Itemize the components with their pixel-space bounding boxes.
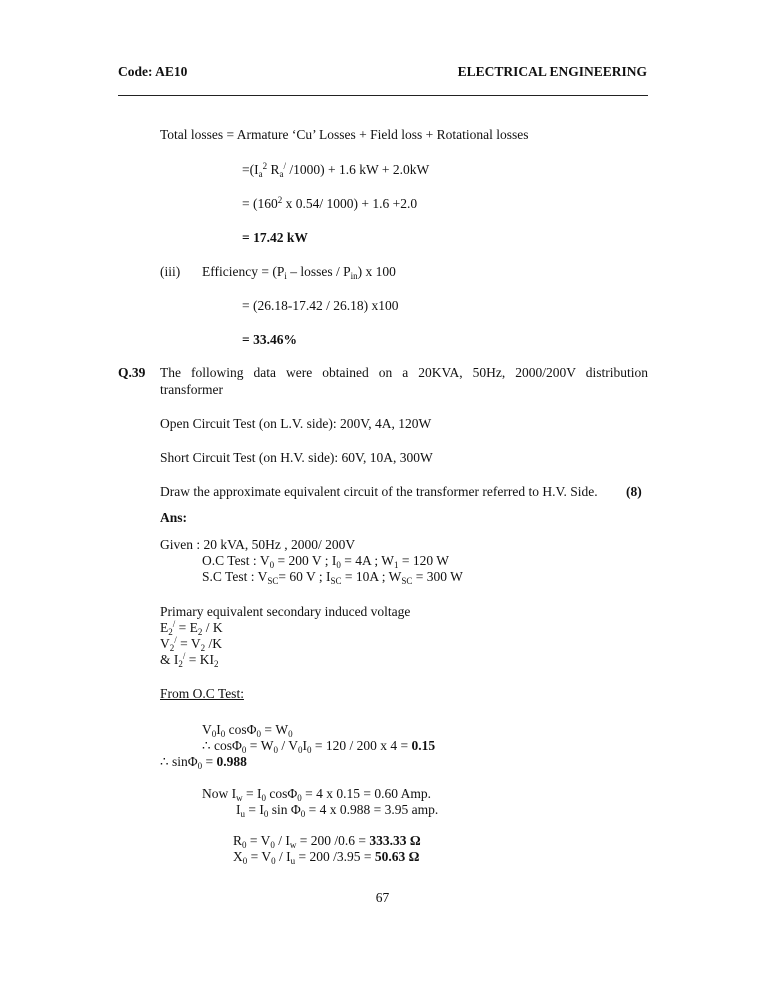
text-segment: / I — [274, 833, 290, 848]
text-segment: 2 — [214, 659, 219, 669]
text-segment: S.C Test : V — [202, 569, 268, 584]
text-segment: 0 — [242, 856, 248, 866]
text-segment: 0 — [273, 745, 278, 755]
text-segment: = 10A ; W — [341, 569, 402, 584]
text-segment: = V — [176, 636, 201, 651]
text-segment: 0.988 — [216, 754, 247, 769]
text-segment: 50.63 Ω — [374, 849, 420, 864]
text-segment: R — [267, 162, 280, 177]
equation-line — [160, 620, 223, 636]
result-line — [242, 332, 297, 348]
text-segment: 0 — [256, 729, 261, 739]
text-segment: =(I — [242, 162, 259, 177]
text-segment: = — [202, 754, 217, 769]
text-segment: = 4A ; W — [340, 553, 394, 568]
text-segment: = I — [245, 802, 264, 817]
total-losses-line — [160, 127, 529, 143]
text-segment: w — [289, 840, 297, 850]
text-segment: 2 — [169, 643, 175, 653]
equation-line — [242, 162, 429, 178]
text-segment: / — [283, 161, 287, 171]
header-rule — [118, 95, 648, 96]
text-segment: The following data were obtained on a 20KVA, 50Hz, 2000/200V distribution — [160, 365, 648, 380]
text-segment: Q.39 — [118, 365, 146, 380]
text-segment: 1 — [393, 560, 399, 570]
text-segment: 0 — [297, 745, 303, 755]
text-segment: 2 — [200, 643, 206, 653]
text-segment: = V — [247, 849, 272, 864]
question-text — [160, 450, 433, 466]
text-segment: 0 — [297, 793, 302, 803]
text-segment: / V — [277, 738, 298, 753]
text-segment: 333.33 Ω — [369, 833, 421, 848]
text-segment: R — [233, 833, 243, 848]
equation-line — [160, 754, 247, 770]
text-segment: 0.15 — [411, 738, 436, 753]
text-segment: = 300 W — [412, 569, 463, 584]
text-segment: Short Circuit Test (on H.V. side): 60V, 10A, 300W — [160, 450, 433, 465]
text-segment: X — [233, 849, 243, 864]
text-segment: a — [258, 169, 263, 179]
text-segment: 0 — [269, 560, 275, 570]
header-subject: ELECTRICAL ENGINEERING — [457, 64, 647, 79]
text-segment: From O.C Test: — [160, 686, 244, 701]
question-text — [160, 382, 223, 398]
text-segment: = I — [242, 786, 262, 801]
text-segment: = 200 V ; I — [274, 553, 337, 568]
text-segment: Draw the approximate equivalent circuit of the transformer referred to H.V. Side. — [160, 484, 598, 499]
text-segment: ) x 100 — [357, 264, 396, 279]
text-segment: = (160 — [242, 196, 278, 211]
question-text — [160, 365, 648, 381]
text-segment: 0 — [261, 793, 266, 803]
text-segment: x 0.54/ 1000) + 1.6 +2.0 — [282, 196, 418, 211]
equation-line — [242, 196, 417, 212]
text-segment: / K — [202, 620, 223, 635]
text-segment: = 33.46% — [242, 332, 297, 347]
text-segment: 0 — [270, 840, 275, 850]
text-segment: Open Circuit Test (on L.V. side): 200V, 4A, 120W — [160, 416, 432, 431]
text-segment: / — [174, 635, 177, 645]
text-segment: sin Φ — [268, 802, 301, 817]
text-segment: I — [236, 802, 241, 817]
text-segment: /1000) + 1.6 kW + 2.0kW — [286, 162, 430, 177]
equation-line — [233, 849, 419, 865]
text-segment: O.C Test : V — [202, 553, 270, 568]
text-segment: 0 — [220, 729, 226, 739]
text-segment: = 120 W — [398, 553, 449, 568]
text-segment: u — [240, 809, 245, 819]
text-segment: I — [302, 738, 307, 753]
text-segment: 0 — [336, 560, 341, 570]
text-segment: a — [279, 169, 284, 179]
text-segment: Primary equivalent secondary induced voltage — [160, 604, 411, 619]
text-segment: 2 — [178, 659, 183, 669]
text-segment: / — [182, 651, 186, 661]
text-segment: / — [172, 619, 176, 629]
text-segment: – losses / P — [286, 264, 351, 279]
text-segment: 0 — [263, 809, 269, 819]
text-segment: = 4 x 0.988 = 3.95 amp. — [305, 802, 439, 817]
text-segment: 0 — [306, 745, 312, 755]
text-line — [160, 604, 410, 620]
oc-test-line — [202, 553, 449, 569]
item-number — [160, 264, 180, 280]
text-segment: 0 — [300, 809, 306, 819]
text-segment: = 17.42 kW — [242, 230, 308, 245]
question-text — [160, 416, 431, 432]
text-segment: = V — [246, 833, 271, 848]
text-segment: u — [290, 856, 296, 866]
text-segment: transformer — [160, 382, 223, 397]
text-segment: w — [236, 793, 243, 803]
text-segment: = KI — [185, 652, 214, 667]
text-segment: 0 — [241, 745, 247, 755]
equation-line — [160, 652, 219, 668]
result-line — [242, 230, 308, 246]
text-segment: / I — [275, 849, 291, 864]
marks — [626, 484, 642, 500]
text-segment: 2 — [197, 627, 203, 637]
efficiency-line — [202, 264, 396, 280]
text-segment: = W — [246, 738, 274, 753]
text-segment: ∴ cosΦ — [202, 738, 242, 753]
equation-line — [202, 738, 435, 754]
text-segment: 0 — [242, 840, 247, 850]
text-segment: ∴ sinΦ — [160, 754, 198, 769]
equation-line — [160, 636, 222, 652]
text-segment: cosΦ — [225, 722, 257, 737]
text-segment: = 4 x 0.15 = 0.60 Amp. — [301, 786, 431, 801]
text-segment: 0 — [271, 856, 276, 866]
sc-test-line — [202, 569, 463, 585]
text-segment: SC — [401, 576, 413, 586]
text-segment: = W — [261, 722, 289, 737]
equation-line — [202, 786, 431, 802]
text-segment: 2 — [168, 627, 173, 637]
text-segment: V — [202, 722, 212, 737]
text-segment: I — [216, 722, 221, 737]
header-code: Code: AE10 — [118, 64, 188, 79]
text-segment: Ans: — [160, 510, 188, 525]
text-segment: 0 — [288, 729, 293, 739]
text-segment: = 120 / 200 x 4 = — [311, 738, 412, 753]
text-segment: Given : 20 kVA, 50Hz , 2000/ 200V — [160, 537, 356, 552]
text-segment: = 200 /3.95 = — [295, 849, 375, 864]
text-segment: = E — [175, 620, 198, 635]
equation-line — [233, 833, 421, 849]
text-segment: Efficiency = (P — [202, 264, 285, 279]
equation-line — [202, 722, 293, 738]
text-segment: 2 — [277, 195, 283, 205]
text-segment: Now I — [202, 786, 237, 801]
page-number: 67 — [375, 890, 390, 905]
text-segment: = 200 /0.6 = — [296, 833, 370, 848]
text-segment: 0 — [211, 729, 217, 739]
equation-line — [236, 802, 438, 818]
text-segment: = 60 V ; I — [278, 569, 331, 584]
text-segment: (iii) — [160, 264, 181, 279]
question-text — [160, 484, 598, 500]
equation-line — [242, 298, 398, 314]
section-heading — [160, 686, 244, 702]
text-segment: 0 — [197, 761, 203, 771]
text-segment: Total losses = Armature ‘Cu’ Losses + Field loss + Rotational losses — [160, 127, 529, 142]
answer-label — [160, 510, 187, 526]
text-segment: i — [284, 271, 287, 281]
text-segment: /K — [205, 636, 223, 651]
question-number — [118, 365, 145, 381]
given-line — [160, 537, 355, 553]
text-segment: SC — [330, 576, 342, 586]
text-segment: V — [160, 636, 170, 651]
text-segment: E — [160, 620, 169, 635]
text-segment: cosΦ — [265, 786, 298, 801]
text-segment: 2 — [262, 161, 268, 171]
text-segment: (8) — [626, 484, 642, 499]
text-segment: & I — [160, 652, 179, 667]
text-segment: in — [350, 271, 358, 281]
text-segment: = (26.18-17.42 / 26.18) x100 — [242, 298, 399, 313]
text-segment: SC — [267, 576, 279, 586]
